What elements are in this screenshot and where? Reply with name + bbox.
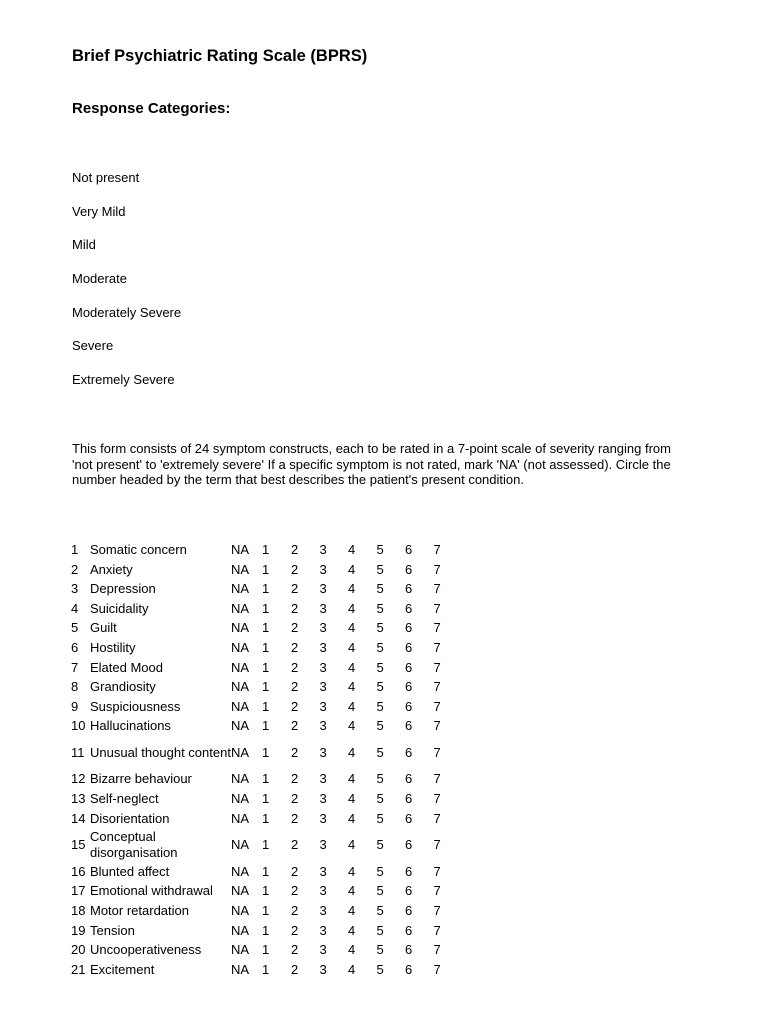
rating-option-6[interactable]: 6 — [405, 902, 413, 918]
rating-option-2[interactable]: 2 — [291, 542, 299, 558]
rating-option-5[interactable]: 5 — [376, 698, 384, 714]
rating-option-4[interactable]: 4 — [348, 922, 356, 938]
rating-option-5[interactable]: 5 — [376, 744, 384, 760]
instructions-paragraph: This form consists of 24 symptom constructs, each to be rated in a 7-point scale of severity ranging from 'not present' to 'extremely severe' If a specific symptom is not rated, mark 'NA' (not assessed). Circle the number headed by the term that best describes the patient's present condition. — [72, 441, 671, 487]
symptom-row — [71, 921, 462, 941]
rating-option-2[interactable]: 2 — [291, 883, 299, 899]
category-item: Moderately Severe — [72, 304, 182, 320]
rating-option-4[interactable]: 4 — [348, 902, 356, 918]
rating-option-7[interactable]: 7 — [433, 561, 441, 577]
symptom-number: 1 — [71, 542, 79, 558]
category-item: Mild — [72, 237, 96, 253]
symptom-number: 15 — [71, 837, 86, 853]
rating-option-5[interactable]: 5 — [376, 922, 384, 938]
symptom-number: 4 — [71, 600, 79, 616]
rating-option-2[interactable]: 2 — [291, 902, 299, 918]
rating-option-1[interactable]: 1 — [262, 922, 270, 938]
rating-option-3[interactable]: 3 — [319, 883, 327, 899]
rating-option-na[interactable]: NA — [231, 863, 250, 879]
rating-option-5[interactable]: 5 — [376, 620, 384, 636]
rating-option-7[interactable]: 7 — [433, 810, 441, 826]
symptom-number: 14 — [71, 810, 86, 826]
rating-option-4[interactable]: 4 — [348, 640, 356, 656]
rating-option-4[interactable]: 4 — [348, 942, 356, 958]
rating-option-na[interactable]: NA — [231, 620, 250, 636]
rating-option-3[interactable]: 3 — [319, 837, 327, 853]
symptom-row — [71, 638, 462, 658]
rating-option-6[interactable]: 6 — [405, 837, 413, 853]
symptom-row — [71, 540, 462, 560]
symptom-name: Unusual thought content — [90, 744, 231, 760]
rating-option-4[interactable]: 4 — [348, 863, 356, 879]
symptom-number: 16 — [71, 863, 86, 879]
rating-option-7[interactable]: 7 — [433, 744, 441, 760]
symptom-name: Somatic concern — [90, 542, 187, 558]
rating-option-7[interactable]: 7 — [433, 961, 441, 977]
symptom-number: 2 — [71, 561, 79, 577]
symptom-name: Blunted affect — [90, 863, 170, 879]
rating-option-2[interactable]: 2 — [291, 620, 299, 636]
rating-option-3[interactable]: 3 — [319, 942, 327, 958]
rating-option-3[interactable]: 3 — [319, 902, 327, 918]
rating-option-7[interactable]: 7 — [433, 581, 441, 597]
symptom-name: Grandiosity — [90, 679, 156, 695]
symptom-name: Hostility — [90, 640, 136, 656]
rating-option-7[interactable]: 7 — [433, 883, 441, 899]
rating-option-6[interactable]: 6 — [405, 581, 413, 597]
symptom-row — [71, 599, 462, 619]
symptom-number: 3 — [71, 581, 79, 597]
rating-option-3[interactable]: 3 — [319, 640, 327, 656]
rating-option-6[interactable]: 6 — [405, 744, 413, 760]
rating-option-7[interactable]: 7 — [433, 922, 441, 938]
rating-option-na[interactable]: NA — [231, 581, 250, 597]
rating-option-4[interactable]: 4 — [348, 744, 356, 760]
rating-option-5[interactable]: 5 — [376, 542, 384, 558]
rating-option-4[interactable]: 4 — [348, 561, 356, 577]
rating-option-4[interactable]: 4 — [348, 542, 356, 558]
symptom-number: 21 — [71, 961, 86, 977]
rating-option-5[interactable]: 5 — [376, 581, 384, 597]
rating-option-na[interactable]: NA — [231, 883, 250, 899]
rating-option-5[interactable]: 5 — [376, 883, 384, 899]
rating-option-3[interactable]: 3 — [319, 561, 327, 577]
rating-option-5[interactable]: 5 — [376, 791, 384, 807]
rating-option-7[interactable]: 7 — [433, 718, 441, 734]
rating-option-4[interactable]: 4 — [348, 961, 356, 977]
rating-option-3[interactable]: 3 — [319, 620, 327, 636]
symptom-name: Hallucinations — [90, 718, 171, 734]
rating-option-7[interactable]: 7 — [433, 679, 441, 695]
rating-option-na[interactable]: NA — [231, 561, 250, 577]
symptom-row — [71, 716, 462, 736]
rating-option-2[interactable]: 2 — [291, 744, 299, 760]
rating-option-4[interactable]: 4 — [348, 791, 356, 807]
symptom-rating-table — [71, 540, 462, 979]
rating-option-2[interactable]: 2 — [291, 922, 299, 938]
symptom-number: 5 — [71, 620, 79, 636]
symptom-number: 13 — [71, 791, 86, 807]
rating-option-5[interactable]: 5 — [376, 718, 384, 734]
symptom-number: 11 — [71, 744, 85, 760]
symptom-row — [71, 697, 462, 717]
rating-option-3[interactable]: 3 — [319, 581, 327, 597]
rating-option-na[interactable]: NA — [231, 922, 250, 938]
rating-option-7[interactable]: 7 — [433, 771, 441, 787]
category-item: Severe — [72, 338, 114, 354]
rating-option-2[interactable]: 2 — [291, 561, 299, 577]
symptom-row — [71, 789, 462, 809]
symptom-name: Suicidality — [90, 600, 149, 616]
rating-option-4[interactable]: 4 — [348, 698, 356, 714]
symptom-name: Disorientation — [90, 810, 170, 826]
rating-option-1[interactable]: 1 — [262, 620, 270, 636]
rating-option-2[interactable]: 2 — [291, 698, 299, 714]
rating-option-3[interactable]: 3 — [319, 744, 327, 760]
rating-option-6[interactable]: 6 — [405, 791, 413, 807]
rating-option-6[interactable]: 6 — [405, 600, 413, 616]
rating-option-3[interactable]: 3 — [319, 922, 327, 938]
rating-option-7[interactable]: 7 — [433, 837, 441, 853]
rating-option-2[interactable]: 2 — [291, 810, 299, 826]
symptom-number: 12 — [71, 771, 86, 787]
rating-option-1[interactable]: 1 — [262, 771, 270, 787]
symptom-row — [71, 677, 462, 697]
rating-option-4[interactable]: 4 — [348, 620, 356, 636]
rating-option-3[interactable]: 3 — [319, 659, 327, 675]
rating-option-2[interactable]: 2 — [291, 771, 299, 787]
rating-option-na[interactable]: NA — [231, 718, 250, 734]
rating-option-1[interactable]: 1 — [262, 837, 270, 853]
symptom-number: 17 — [71, 883, 86, 899]
rating-option-5[interactable]: 5 — [376, 679, 384, 695]
rating-option-6[interactable]: 6 — [405, 679, 413, 695]
response-categories-list — [72, 170, 181, 406]
rating-option-5[interactable]: 5 — [376, 640, 384, 656]
rating-option-3[interactable]: 3 — [319, 698, 327, 714]
rating-option-6[interactable]: 6 — [405, 542, 413, 558]
symptom-name: Depression — [90, 581, 156, 597]
rating-option-na[interactable]: NA — [231, 810, 250, 826]
page-title: Brief Psychiatric Rating Scale (BPRS) — [72, 47, 368, 65]
rating-option-3[interactable]: 3 — [319, 961, 327, 977]
rating-option-1[interactable]: 1 — [262, 561, 270, 577]
rating-option-na[interactable]: NA — [231, 600, 250, 616]
rating-option-6[interactable]: 6 — [405, 698, 413, 714]
rating-option-7[interactable]: 7 — [433, 600, 441, 616]
rating-option-6[interactable]: 6 — [405, 640, 413, 656]
rating-option-6[interactable]: 6 — [405, 561, 413, 577]
rating-option-5[interactable]: 5 — [376, 863, 384, 879]
rating-option-1[interactable]: 1 — [262, 542, 270, 558]
symptom-name: Bizarre behaviour — [90, 771, 192, 787]
rating-option-4[interactable]: 4 — [348, 581, 356, 597]
symptom-rating-rows — [71, 540, 462, 979]
rating-option-6[interactable]: 6 — [405, 659, 413, 675]
rating-option-7[interactable]: 7 — [433, 659, 441, 675]
symptom-row — [71, 736, 462, 770]
rating-option-4[interactable]: 4 — [348, 659, 356, 675]
rating-option-2[interactable]: 2 — [291, 718, 299, 734]
rating-option-1[interactable]: 1 — [262, 863, 270, 879]
rating-option-7[interactable]: 7 — [433, 620, 441, 636]
rating-option-3[interactable]: 3 — [319, 718, 327, 734]
category-item: Moderate — [72, 271, 127, 287]
rating-option-2[interactable]: 2 — [291, 581, 299, 597]
rating-option-3[interactable]: 3 — [319, 810, 327, 826]
rating-option-5[interactable]: 5 — [376, 942, 384, 958]
rating-option-3[interactable]: 3 — [319, 863, 327, 879]
rating-option-6[interactable]: 6 — [405, 718, 413, 734]
symptom-number: 20 — [71, 942, 86, 958]
rating-option-1[interactable]: 1 — [262, 902, 270, 918]
symptom-row — [71, 881, 462, 901]
rating-option-3[interactable]: 3 — [319, 771, 327, 787]
rating-option-2[interactable]: 2 — [291, 837, 299, 853]
rating-option-7[interactable]: 7 — [433, 698, 441, 714]
symptom-name: Uncooperativeness — [90, 942, 202, 958]
rating-option-2[interactable]: 2 — [291, 942, 299, 958]
rating-option-5[interactable]: 5 — [376, 561, 384, 577]
rating-option-1[interactable]: 1 — [262, 942, 270, 958]
rating-option-7[interactable]: 7 — [433, 542, 441, 558]
rating-option-na[interactable]: NA — [231, 837, 250, 853]
symptom-name: Suspiciousness — [90, 698, 181, 714]
symptom-name: Self-neglect — [90, 791, 159, 807]
symptom-name: Emotional withdrawal — [90, 883, 213, 899]
symptom-name: Excitement — [90, 961, 155, 977]
rating-option-7[interactable]: 7 — [433, 791, 441, 807]
rating-option-5[interactable]: 5 — [376, 961, 384, 977]
rating-option-6[interactable]: 6 — [405, 863, 413, 879]
rating-option-1[interactable]: 1 — [262, 883, 270, 899]
rating-option-5[interactable]: 5 — [376, 810, 384, 826]
rating-option-na[interactable]: NA — [231, 640, 250, 656]
rating-option-na[interactable]: NA — [231, 942, 250, 958]
symptom-number: 10 — [71, 718, 86, 734]
symptom-name: Conceptual disorganisation — [90, 829, 178, 860]
rating-option-4[interactable]: 4 — [348, 771, 356, 787]
rating-option-6[interactable]: 6 — [405, 961, 413, 977]
rating-option-3[interactable]: 3 — [319, 542, 327, 558]
symptom-name: Tension — [90, 922, 135, 938]
rating-option-4[interactable]: 4 — [348, 883, 356, 899]
symptom-number: 8 — [71, 679, 79, 695]
symptom-row — [71, 828, 462, 862]
rating-option-na[interactable]: NA — [231, 659, 250, 675]
symptom-row — [71, 960, 462, 980]
symptom-number: 9 — [71, 698, 79, 714]
symptom-number: 18 — [71, 902, 86, 918]
rating-option-6[interactable]: 6 — [405, 810, 413, 826]
symptom-row — [71, 769, 462, 789]
symptom-number: 7 — [71, 659, 79, 675]
rating-option-1[interactable]: 1 — [262, 640, 270, 656]
rating-option-4[interactable]: 4 — [348, 810, 356, 826]
rating-option-2[interactable]: 2 — [291, 863, 299, 879]
category-item: Extremely Severe — [72, 372, 175, 388]
rating-option-na[interactable]: NA — [231, 961, 250, 977]
rating-option-na[interactable]: NA — [231, 902, 250, 918]
rating-option-7[interactable]: 7 — [433, 863, 441, 879]
rating-option-7[interactable]: 7 — [433, 640, 441, 656]
symptom-row — [71, 579, 462, 599]
rating-option-1[interactable]: 1 — [262, 581, 270, 597]
rating-option-2[interactable]: 2 — [291, 791, 299, 807]
rating-option-2[interactable]: 2 — [291, 640, 299, 656]
rating-option-6[interactable]: 6 — [405, 771, 413, 787]
rating-option-2[interactable]: 2 — [291, 961, 299, 977]
rating-option-1[interactable]: 1 — [262, 659, 270, 675]
symptom-row — [71, 862, 462, 882]
rating-option-2[interactable]: 2 — [291, 679, 299, 695]
rating-option-na[interactable]: NA — [231, 791, 250, 807]
symptom-row — [71, 901, 462, 921]
symptom-name: Anxiety — [90, 561, 133, 577]
rating-option-na[interactable]: NA — [231, 744, 250, 760]
symptom-name: Guilt — [90, 620, 117, 636]
category-item: Not present — [72, 170, 140, 185]
rating-option-2[interactable]: 2 — [291, 600, 299, 616]
rating-option-4[interactable]: 4 — [348, 837, 356, 853]
rating-option-1[interactable]: 1 — [262, 679, 270, 695]
symptom-row — [71, 940, 462, 960]
rating-option-1[interactable]: 1 — [262, 791, 270, 807]
symptom-name: Motor retardation — [90, 902, 189, 918]
rating-option-1[interactable]: 1 — [262, 810, 270, 826]
symptom-number: 19 — [71, 922, 86, 938]
symptom-row — [71, 658, 462, 678]
rating-option-5[interactable]: 5 — [376, 600, 384, 616]
rating-option-1[interactable]: 1 — [262, 961, 270, 977]
rating-option-4[interactable]: 4 — [348, 718, 356, 734]
rating-option-2[interactable]: 2 — [291, 659, 299, 675]
rating-option-6[interactable]: 6 — [405, 922, 413, 938]
symptom-number: 6 — [71, 640, 79, 656]
rating-option-7[interactable]: 7 — [433, 942, 441, 958]
rating-option-na[interactable]: NA — [231, 679, 250, 695]
rating-option-4[interactable]: 4 — [348, 600, 356, 616]
rating-option-1[interactable]: 1 — [262, 718, 270, 734]
symptom-row — [71, 560, 462, 580]
rating-option-na[interactable]: NA — [231, 542, 250, 558]
rating-option-6[interactable]: 6 — [405, 620, 413, 636]
symptom-row — [71, 618, 462, 638]
symptom-name: Elated Mood — [90, 659, 163, 675]
rating-option-na[interactable]: NA — [231, 698, 250, 714]
rating-option-4[interactable]: 4 — [348, 679, 356, 695]
rating-option-3[interactable]: 3 — [319, 679, 327, 695]
category-item: Very Mild — [72, 203, 126, 219]
rating-option-7[interactable]: 7 — [433, 902, 441, 918]
symptom-row — [71, 809, 462, 829]
rating-option-5[interactable]: 5 — [376, 659, 384, 675]
rating-option-6[interactable]: 6 — [405, 883, 413, 899]
rating-option-5[interactable]: 5 — [376, 771, 384, 787]
rating-option-3[interactable]: 3 — [319, 600, 327, 616]
rating-option-6[interactable]: 6 — [405, 942, 413, 958]
rating-option-5[interactable]: 5 — [376, 902, 384, 918]
response-categories-heading: Response Categories: — [72, 100, 231, 117]
rating-option-1[interactable]: 1 — [262, 744, 270, 760]
rating-option-5[interactable]: 5 — [376, 837, 384, 853]
rating-option-1[interactable]: 1 — [262, 698, 270, 714]
rating-option-1[interactable]: 1 — [262, 600, 270, 616]
rating-option-3[interactable]: 3 — [319, 791, 327, 807]
rating-option-na[interactable]: NA — [231, 771, 250, 787]
